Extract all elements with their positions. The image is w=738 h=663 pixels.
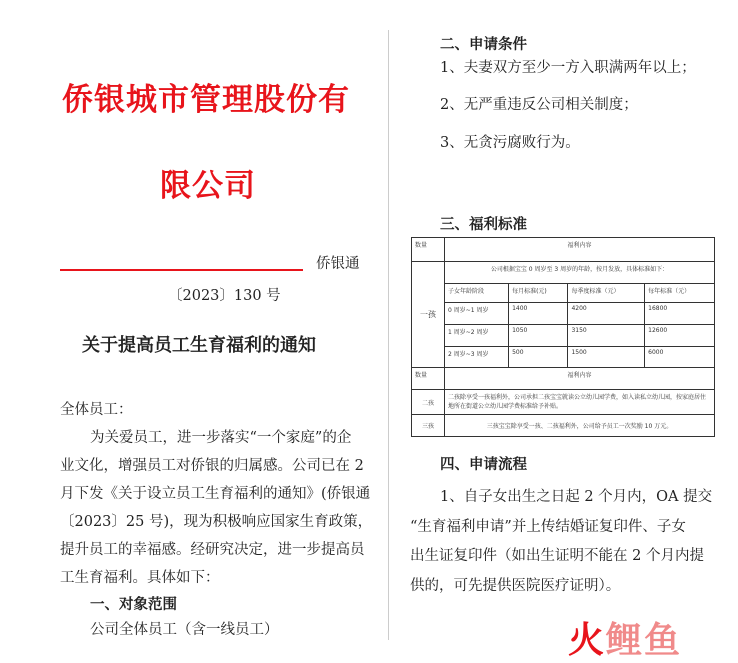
col-qty: 数量 [412,368,445,390]
cell: 1 周岁~2 周岁 [445,325,509,347]
doc-prefix: 侨银通 [316,256,360,272]
sub-header: 子女年龄阶段 [445,284,509,303]
section2-title: 二、申请条件 [440,36,527,53]
cell: 12600 [645,325,715,347]
para-line: 工生育福利。具体如下： [60,570,220,586]
cell: 0 周岁~1 周岁 [445,303,509,325]
process-line: 1、自子女出生之日起 2 个月内，OA 提交 [440,489,713,505]
col-content: 福利内容 [445,238,715,262]
section4-title: 四、申请流程 [440,456,527,473]
sub-header: 每月标准(元) [509,284,568,303]
cell: 4200 [568,303,645,325]
condition-2: 2、无严重违反公司相关制度； [440,97,638,113]
condition-3: 3、无贪污腐败行为。 [440,135,580,151]
doc-number: 〔2023〕130 号 [168,288,281,304]
third-desc: 三孩宝宝除享受一孩、二孩福利外，公司给予员工一次奖励 10 万元。 [445,415,715,437]
red-rule [60,269,303,271]
cell: 1400 [509,303,568,325]
cell: 1500 [568,347,645,368]
process-paragraph [410,483,712,601]
cell: 500 [509,347,568,368]
third-child: 三孩 [412,415,445,437]
col-qty: 数量 [412,238,445,262]
org-title-line2: 限公司 [160,168,256,204]
sub-header: 每年标准（元） [645,284,715,303]
col-content: 福利内容 [445,368,715,390]
cell: 16800 [645,303,715,325]
welfare-table [411,237,715,437]
cell: 3150 [568,325,645,347]
para-line: 提升员工的幸福感。经研究决定，进一步提高员 [60,542,365,558]
salutation: 全体员工： [60,402,133,418]
process-line: 出生证复印件（如出生证明不能在 2 个月内提 [410,548,704,564]
section1-text: 公司全体员工（含一线员工） [90,622,279,638]
org-title-line1: 侨银城市管理股份有 [62,82,350,118]
section3-title: 三、福利标准 [440,216,527,233]
condition-1: 1、夫妻双方至少一方入职满两年以上； [440,60,696,76]
section1-title: 一、对象范围 [90,596,177,613]
second-child: 二孩 [412,390,445,415]
body-paragraph [60,424,373,592]
sub-header: 每季度标准（元） [568,284,645,303]
para-line: 为关爱员工，进一步落实“一个家庭”的企 [90,430,352,446]
page-divider [388,30,389,640]
first-child: 一孩 [412,262,445,368]
para-line: 月下发《关于设立员工生育福利的通知》(侨银通 [60,486,371,502]
para-line: 业文化，增强员工对侨银的归属感。公司已在 2 [60,458,364,474]
watermark-logo: 火鲤鱼 [568,620,683,661]
cell: 1050 [509,325,568,347]
headline: 关于提高员工生育福利的通知 [82,335,316,356]
cell: 2 周岁~3 周岁 [445,347,509,368]
para-line: 〔2023〕25 号)，现为积极响应国家生育政策， [60,514,373,530]
first-desc: 公司根据宝宝 0 周岁至 3 周岁的年龄，按月发放，具体标准如下： [445,262,715,284]
process-line: “生育福利申请”并上传结婚证复印件、子女 [410,518,686,535]
second-desc: 二孩除享受一孩福利外，公司承担二孩宝宝就读公立幼儿园学费，如入读私立幼儿园，按家庭居住地所在街道公立幼儿园学费标准给予补贴。 [445,390,715,415]
cell: 6000 [645,347,715,368]
process-line: 供的，可先提供医院医疗证明）。 [410,577,621,594]
